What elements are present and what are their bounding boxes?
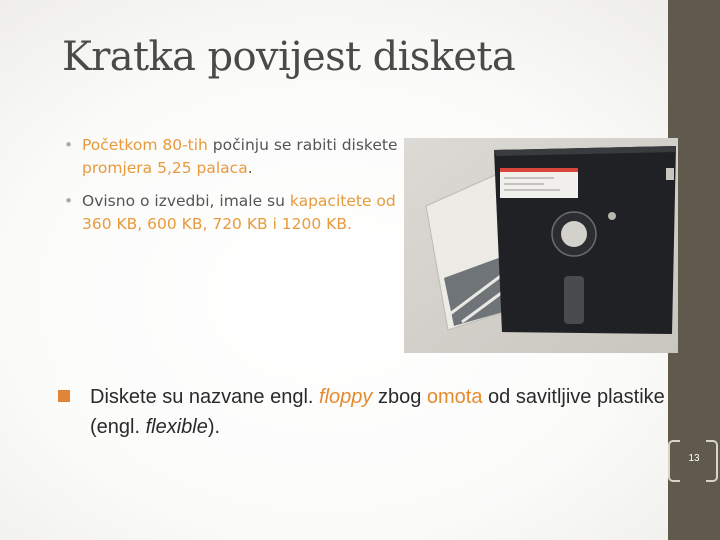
text-part: zbog [372,386,427,408]
term-flexible: flexible [145,416,208,438]
bullet-list [62,134,407,246]
square-bullet-icon [58,390,70,402]
page-number: 13 [688,453,700,464]
bullet-dot-icon: • [64,192,74,210]
bottom-paragraph-text [58,382,708,442]
floppy-disk-image [404,138,678,353]
text-part: ). [207,416,221,438]
bullet-text: počinju se rabiti diskete [207,136,398,154]
bullet-text: Ovisno o izvedbi, imale su [82,192,290,210]
text-part: Diskete su nazvane engl. [90,386,320,408]
term-floppy: floppy [319,386,373,408]
bottom-paragraph [58,382,708,442]
floppy-disk-photo [404,138,678,353]
bullet-text: . [247,159,253,177]
text-part: od savitljive plastike (engl. [90,386,665,438]
bullet-accent: Početkom 80-tih [82,136,208,154]
page-number-badge [668,440,720,480]
bullet-item [62,190,407,236]
bullet-item [62,134,407,180]
bullet-dot-icon: • [64,136,74,154]
term-omota: omota [426,386,483,408]
bullet-accent: kapacitete od 360 KB, 600 KB, 720 KB i 1200 KB. [82,192,396,233]
bullet-accent: promjera 5,25 palaca [82,159,248,177]
slide-title: Kratka povijest disketa [62,34,516,80]
